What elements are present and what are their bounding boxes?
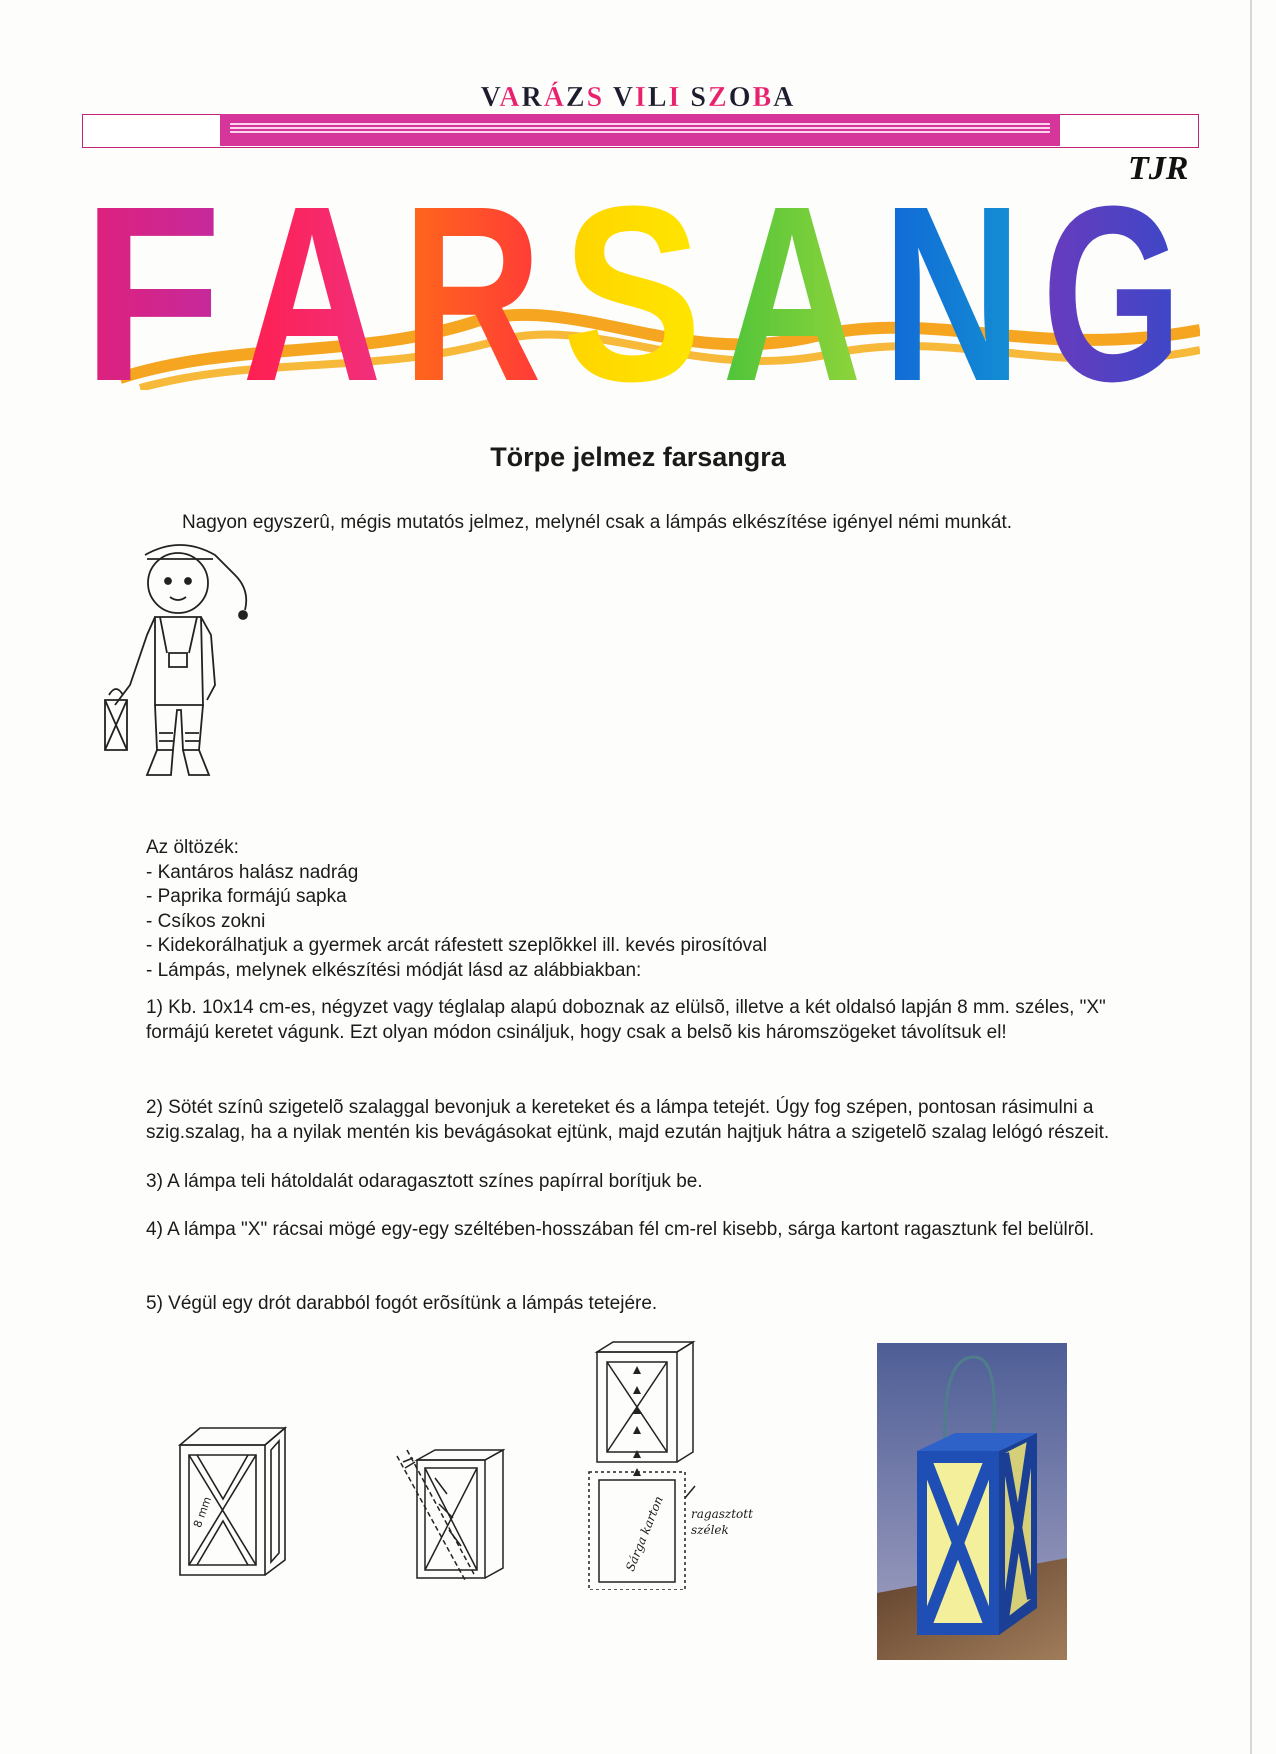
header-band-line [230,123,1050,125]
brand-letter: S [690,82,708,113]
step-5: 5) Végül egy drót darabból fogót erõsítünk a lámpás tetejére. [146,1293,658,1314]
sketch-label-glued-edges: ragasztott szélek [691,1507,753,1537]
outfit-item: - Kantáros halász nadrág [146,861,359,883]
outfit-section [146,836,1146,983]
lantern-sketch-taping [395,1448,505,1583]
banner-letter [400,188,545,388]
banner-letter-text: A [722,188,862,388]
lantern-sketch-card [585,1340,775,1590]
brand-letter: B [752,82,774,113]
lantern-sketch-frame [175,1425,290,1580]
brand-letter: V [480,82,500,113]
banner-letter-text: R [402,188,542,388]
banner-letter [720,188,865,388]
banner-letter-text: A [242,188,382,388]
brand-letter: Z [565,82,587,113]
brand-letter: I [668,82,682,113]
brand-letter: Z [708,82,729,113]
sketch-label-yellow-card: Sárga karton [623,1494,666,1574]
banner-letter [80,188,225,388]
banner-letter [1040,188,1185,388]
dwarf-illustration [85,535,260,800]
brand-letter: S [586,82,605,113]
scan-edge [1250,0,1252,1754]
banner-letter-text: N [882,188,1022,388]
banner-letter-text: S [562,188,702,388]
monogram: TJR [1128,150,1189,187]
outfit-item: - Lámpás, melynek elkészítési módját lásd az alábbiakban: [146,959,642,981]
banner-letter-text: G [1042,188,1182,388]
step-3: 3) A lámpa teli hátoldalát odaragasztott színes papírral borítjuk be. [146,1171,703,1192]
brand-letter: V [612,82,635,113]
step-4: 4) A lámpa "X" rácsai mögé egy-egy széltében-hosszában fél cm-rel kisebb, sárga kartont ragasztunk fel belülrõl. [146,1219,1095,1240]
outfit-item: - Paprika formájú sapka [146,886,347,907]
brand-letter: O [728,82,753,113]
step-2: 2) Sötét színû szigetelõ szalaggal bevonjuk a kereteket és a lámpa tetejét. Úgy fog szépen, pontosan rásimulni a szig.szalag, ha a nyilak mentén kis bevágásokat ejtünk, majd ezután hajtjuk hátra a szigetelõ szalag lelógó részeit. [146,1097,1110,1143]
header-band-line [230,127,1050,129]
sketch-label-8mm: 8 mm [191,1494,215,1530]
banner-letter [240,188,385,388]
banner-letter-text: F [82,188,222,388]
brand-letter: I [634,82,648,113]
brand-letter: Á [543,82,566,113]
brand-letter: L [647,82,669,113]
brand-letter: A [499,82,522,113]
step-1: 1) Kb. 10x14 cm-es, négyzet vagy téglalap alapú doboznak az elülsõ, illetve a két oldalsó lapján 8 mm. széles, "X" formájú keretet vágunk. Ezt olyan módon csináljuk, hogy csak a belsõ kis háromszögeket távolítsuk el! [146,997,1106,1043]
banner-letter [880,188,1025,388]
outfit-item: - Kidekorálhatjuk a gyermek arcát ráfestett szeplõkkel ill. kevés pirosítóval [146,935,767,956]
article-title: Törpe jelmez farsangra [490,442,786,472]
brand-letter [604,82,613,113]
outfit-heading: Az öltözék: [146,837,239,858]
header-band-center [220,114,1060,146]
article-intro: Nagyon egyszerû, mégis mutatós jelmez, melynél csak a lámpás elkészítése igényel némi munkát. [182,512,1013,533]
header-band-line [230,131,1050,133]
banner-letter [560,188,705,388]
brand-title [0,82,1276,114]
brand-letter: R [521,82,544,113]
lantern-photo [877,1343,1067,1660]
brand-letter: A [773,82,796,113]
outfit-item: - Csíkos zokni [146,910,266,932]
